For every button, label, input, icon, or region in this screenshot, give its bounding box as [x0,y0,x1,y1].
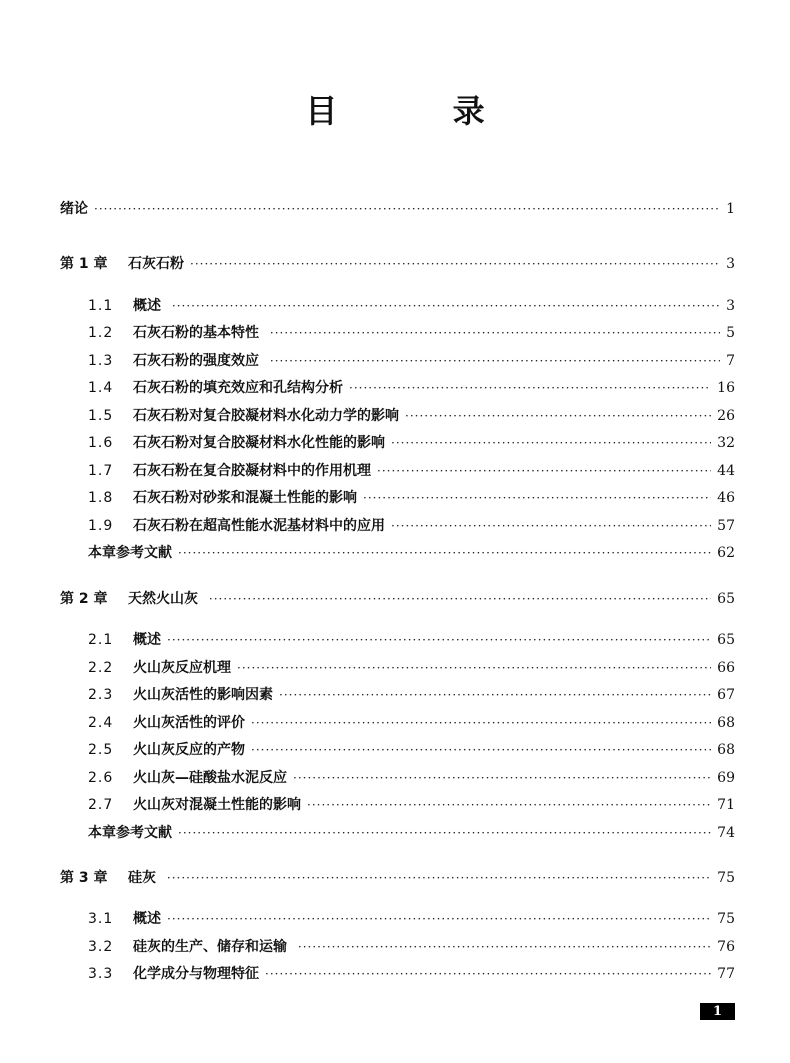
section-title: 石灰石粉对砂浆和混凝土性能的影响 [133,490,357,506]
leader-dots [172,296,720,316]
section-number: 2.6 [88,770,114,786]
section-title: 硅灰的生产、储存和运输 [133,939,292,955]
leader-dots [265,964,711,984]
leader-dots [307,795,711,815]
section-number: 1.6 [88,435,114,451]
leader-dots [270,323,720,343]
toc-entry-page: 16 [717,380,735,396]
toc-entry-page: 68 [717,742,735,758]
section-title: 石灰石粉在超高性能水泥基材料中的应用 [133,518,385,534]
section-title: 火山灰反应机理 [133,660,231,676]
section-number: 1.9 [88,518,114,534]
leader-dots [298,937,711,957]
section-number: 2.7 [88,797,114,813]
toc-entry-chapter-1[interactable] [60,254,735,274]
section-title: 火山灰活性的影响因素 [133,687,273,703]
leader-dots [167,868,711,888]
toc-entry-section[interactable] [88,713,735,733]
chapter-title: 硅灰 [128,870,161,886]
toc-entry-section[interactable] [88,740,735,760]
toc-entry-page: 1 [726,201,735,217]
toc-entry-chapter-3[interactable] [60,868,735,888]
toc-entry-page: 7 [726,353,735,369]
leader-dots [167,630,711,650]
section-number: 1.7 [88,463,114,479]
toc-entry-page: 46 [717,490,735,506]
toc-entry-page: 68 [717,715,735,731]
leader-dots [209,589,711,609]
leader-dots [167,909,711,929]
toc-entry-page: 71 [717,797,735,813]
toc-entry-references[interactable] [88,543,735,563]
leader-dots [377,461,711,481]
section-title: 概述 [133,911,161,927]
leader-dots [391,516,711,536]
toc-entry-chapter-2[interactable] [60,589,735,609]
section-number: 2.2 [88,660,114,676]
toc-entry-section[interactable] [88,351,735,371]
toc-entry-section[interactable] [88,406,735,426]
section-number: 3.2 [88,939,114,955]
section-title: 火山灰—硅酸盐水泥反应 [133,770,287,786]
leader-dots [237,658,711,678]
section-number: 1.1 [88,298,114,314]
section-number: 1.5 [88,408,114,424]
section-number: 3.1 [88,911,114,927]
toc-entry-section[interactable] [88,378,735,398]
toc-entry-page: 75 [717,911,735,927]
leader-dots [251,713,711,733]
toc-entry-page: 77 [717,966,735,982]
toc-entry-page: 69 [717,770,735,786]
leader-dots [293,768,711,788]
chapter-number: 第 1 章 [60,256,108,272]
toc-entry-page: 65 [717,632,735,648]
chapter-number: 第 2 章 [60,591,108,607]
toc-entry-section[interactable] [88,658,735,678]
toc-entry-section[interactable] [88,964,735,984]
section-number: 1.2 [88,325,114,341]
toc-entry-section[interactable] [88,433,735,453]
toc-entry-page: 67 [717,687,735,703]
leader-dots [391,433,711,453]
toc-entry-section[interactable] [88,488,735,508]
section-number: 2.3 [88,687,114,703]
leader-dots [190,254,720,274]
toc-entry-page: 65 [717,591,735,607]
section-title: 石灰石粉对复合胶凝材料水化性能的影响 [133,435,385,451]
section-title: 概述 [133,632,161,648]
toc-entry-section[interactable] [88,630,735,650]
toc-entry-page: 62 [717,545,735,561]
section-title: 石灰石粉的强度效应 [133,353,264,369]
toc-entry-section[interactable] [88,685,735,705]
section-title: 石灰石粉的基本特性 [133,325,264,341]
toc-entry-references[interactable] [88,823,735,843]
toc-entry-page: 32 [717,435,735,451]
toc-entry-page: 76 [717,939,735,955]
section-number: 3.3 [88,966,114,982]
leader-dots [279,685,711,705]
toc-entry-section[interactable] [88,323,735,343]
toc-entry-intro[interactable] [60,199,735,219]
section-title: 石灰石粉对复合胶凝材料水化动力学的影响 [133,408,399,424]
chapter-number: 第 3 章 [60,870,108,886]
toc-entry-page: 3 [726,256,735,272]
toc-entry-page: 5 [726,325,735,341]
toc-entry-section[interactable] [88,296,735,316]
section-number: 1.8 [88,490,114,506]
toc-entry-page: 26 [717,408,735,424]
section-title: 化学成分与物理特征 [133,966,259,982]
chapter-title: 天然火山灰 [128,591,203,607]
leader-dots [270,351,720,371]
section-number: 2.5 [88,742,114,758]
toc-entry-section[interactable] [88,516,735,536]
toc-entry-page: 66 [717,660,735,676]
chapter-title: 石灰石粉 [128,256,184,272]
references-label: 本章参考文献 [88,545,172,561]
leader-dots [251,740,711,760]
toc-entry-page: 74 [717,825,735,841]
leader-dots [178,543,711,563]
toc-entry-label: 绪论 [60,201,88,217]
section-title: 火山灰活性的评价 [133,715,245,731]
section-title: 火山灰反应的产物 [133,742,245,758]
toc-entry-page: 57 [717,518,735,534]
section-title: 石灰石粉在复合胶凝材料中的作用机理 [133,463,371,479]
toc-title: 目 录 [305,92,537,130]
toc-entry-section[interactable] [88,795,735,815]
section-number: 1.4 [88,380,114,396]
leader-dots [405,406,711,426]
section-number: 1.3 [88,353,114,369]
section-title: 概述 [133,298,166,314]
toc-entry-section[interactable] [88,461,735,481]
section-number: 2.1 [88,632,114,648]
toc-entry-section[interactable] [88,937,735,957]
section-title: 火山灰对混凝土性能的影响 [133,797,301,813]
leader-dots [178,823,711,843]
toc-entry-page: 44 [717,463,735,479]
toc-entry-section[interactable] [88,909,735,929]
leader-dots [349,378,711,398]
page-number-badge: 1 [700,1003,735,1020]
section-number: 2.4 [88,715,114,731]
leader-dots [94,199,720,219]
toc-entry-page: 3 [726,298,735,314]
toc-entry-section[interactable] [88,768,735,788]
toc-entry-page: 75 [717,870,735,886]
references-label: 本章参考文献 [88,825,172,841]
leader-dots [363,488,711,508]
section-title: 石灰石粉的填充效应和孔结构分析 [133,380,343,396]
